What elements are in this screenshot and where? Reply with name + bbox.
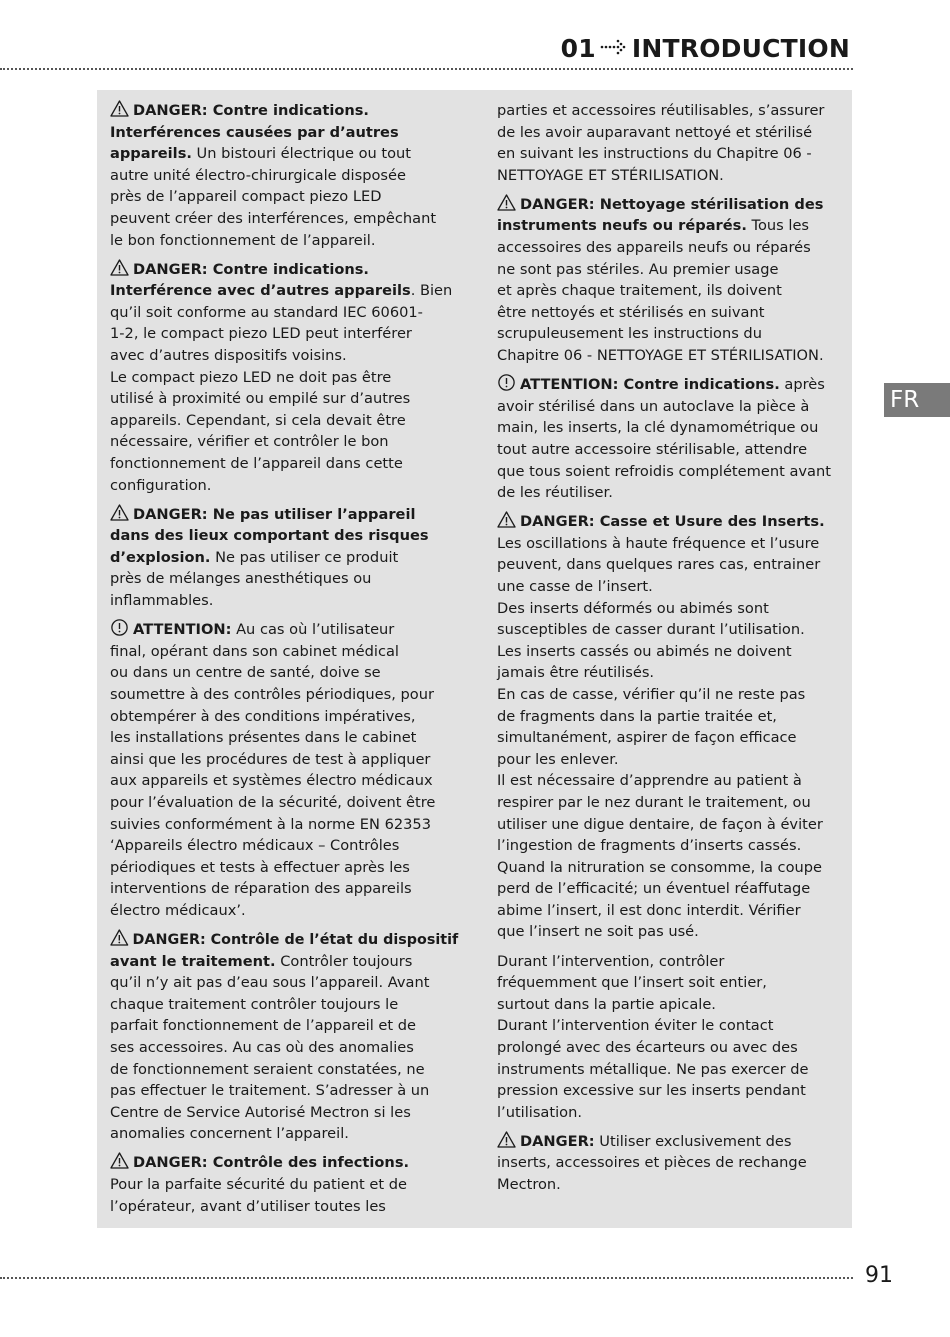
body-text: Contrôler toujours — [275, 952, 413, 970]
text-line — [110, 835, 458, 857]
text-line — [110, 1080, 458, 1102]
text-line — [497, 878, 845, 900]
text-line — [497, 439, 845, 461]
text-line — [110, 814, 458, 836]
text-line — [110, 453, 458, 475]
page-header — [561, 30, 850, 66]
body-text: parfait fonctionnement de l’appareil et de — [110, 1017, 417, 1035]
body-text: ne sont pas stériles. Au premier usage — [497, 260, 779, 278]
text-line — [110, 1037, 458, 1059]
text-line — [110, 410, 458, 432]
text-line — [110, 568, 458, 590]
danger-notice — [497, 194, 845, 367]
text-line — [110, 1059, 458, 1081]
attention-notice — [497, 374, 845, 504]
text-line — [497, 1080, 845, 1102]
text-line — [110, 951, 458, 973]
danger-notice — [110, 259, 458, 497]
text-line — [497, 641, 845, 663]
body-text: ainsi que les procédures de test à appliquer — [110, 750, 431, 768]
danger-notice — [110, 1152, 458, 1217]
text-line — [497, 792, 845, 814]
body-text: accessoires des appareils neufs ou réparés — [497, 239, 811, 257]
text-line — [497, 554, 845, 576]
text-line — [110, 525, 458, 547]
body-text: inflammables. — [110, 592, 214, 610]
text-line — [497, 143, 845, 165]
attention-notice — [110, 619, 458, 921]
text-line — [110, 900, 458, 922]
body-text: parties et accessoires réutilisables, s’assurer — [497, 102, 825, 119]
text-line — [110, 929, 459, 951]
bold-text: avant le traitement. — [110, 952, 276, 970]
warning-triangle-icon — [110, 259, 129, 276]
bold-text: Interférences causées par d’autres — [110, 123, 399, 141]
body-text: utiliser une digue dentaire, de façon à éviter — [497, 815, 823, 833]
text-line — [497, 1152, 845, 1174]
body-text: En cas de casse, vérifier qu’il ne reste pas — [497, 685, 806, 703]
text-line — [110, 431, 458, 453]
text-line — [497, 662, 845, 684]
text-line — [497, 972, 845, 994]
body-text: les installations présentes dans le cabinet — [110, 729, 417, 747]
body-text: le bon fonctionnement de l’appareil. — [110, 231, 376, 249]
body-text: inserts, accessoires et pièces de rechange — [497, 1154, 807, 1172]
exclamation-circle-icon — [497, 374, 516, 391]
body-text: pour les enlever. — [497, 750, 619, 768]
text-line — [497, 576, 845, 598]
body-text: susceptibles de casser durant l’utilisation. — [497, 621, 805, 639]
body-text: pas effectuer le traitement. S’adresser à un — [110, 1082, 430, 1100]
body-text: ou dans un centre de santé, doive se — [110, 664, 381, 682]
body-text: configuration. — [110, 476, 212, 494]
body-text: Au cas où l’utilisateur — [231, 621, 395, 639]
body-text: Centre de Service Autorisé Mectron si les — [110, 1103, 411, 1121]
body-text: instruments métallique. Ne pas exercer de — [497, 1060, 809, 1078]
text-line — [497, 280, 845, 302]
body-text: respirer par le nez durant le traitement, ou — [497, 793, 811, 811]
text-line — [497, 770, 845, 792]
footer-dotted-rule — [0, 1277, 853, 1279]
warning-triangle-icon — [110, 1152, 129, 1169]
body-text: surtout dans la partie apicale. — [497, 995, 716, 1013]
text-line — [497, 165, 845, 187]
bold-text: appareils. — [110, 145, 192, 163]
text-line — [497, 396, 845, 418]
body-text: chaque traitement contrôler toujours le — [110, 995, 399, 1013]
body-text: final, opérant dans son cabinet médical — [110, 642, 399, 660]
text-line — [497, 857, 845, 879]
page-number: 91 — [865, 1263, 893, 1288]
text-line — [497, 951, 845, 973]
text-line — [497, 259, 845, 281]
text-line — [497, 533, 845, 555]
text-line — [110, 122, 458, 144]
text-line — [110, 857, 458, 879]
body-text: avoir stérilisé dans un autoclave la pièce à — [497, 397, 810, 415]
bold-text: DANGER: Ne pas utiliser l’appareil — [133, 505, 416, 523]
body-text: Utiliser exclusivement des — [594, 1132, 792, 1150]
text-line — [497, 1131, 845, 1153]
warning-triangle-icon — [497, 194, 516, 211]
text-line — [497, 461, 845, 483]
body-text: pour l’évaluation de la sécurité, doivent être — [110, 793, 436, 811]
bold-text: ATTENTION: Contre indications. — [520, 376, 780, 394]
body-text: près de mélanges anesthétiques ou — [110, 570, 372, 588]
body-text: Les inserts cassés ou abimés ne doivent — [497, 642, 792, 660]
body-text: peuvent créer des interférences, empêchant — [110, 209, 437, 227]
body-text: 1-2, le compact piezo LED peut interférer — [110, 325, 412, 343]
body-text: avec d’autres dispositifs voisins. — [110, 347, 347, 365]
body-text: NETTOYAGE ET STÉRILISATION. — [497, 166, 724, 184]
body-text: l’opérateur, avant d’utiliser toutes les — [110, 1197, 386, 1215]
body-text: anomalies concernent l’appareil. — [110, 1125, 349, 1143]
text-line — [110, 1196, 458, 1218]
body-text: près de l’appareil compact piezo LED — [110, 188, 382, 206]
body-text: Pour la parfaite sécurité du patient et de — [110, 1176, 407, 1193]
body-text: une casse de l’insert. — [497, 577, 653, 595]
body-text: autre unité électro-chirurgicale disposée — [110, 166, 406, 184]
text-line — [110, 475, 458, 497]
text-line — [110, 259, 458, 281]
chapter-number: 01 — [560, 33, 596, 63]
text-line — [497, 345, 845, 367]
text-line — [110, 323, 458, 345]
text-line — [497, 706, 845, 728]
bold-text: d’explosion. — [110, 548, 211, 566]
text-line — [497, 323, 845, 345]
body-text: être nettoyés et stérilisés en suivant — [497, 303, 765, 321]
text-line — [110, 770, 458, 792]
text-line — [497, 1059, 845, 1081]
body-text: abime l’insert, il est donc interdit. Vérifier — [497, 901, 801, 919]
text-line — [110, 345, 458, 367]
bold-text: Interférence avec d’autres appareils — [110, 282, 411, 300]
body-text: Mectron. — [497, 1176, 561, 1193]
body-text: suivies conformément à la norme EN 62353 — [110, 815, 432, 833]
warning-triangle-icon — [110, 100, 129, 117]
body-text: aux appareils et systèmes électro médicaux — [110, 772, 433, 790]
body-text: qu’il n’y ait pas d’eau sous l’appareil. Avant — [110, 974, 430, 992]
body-text: l’ingestion de fragments d’inserts cassés. — [497, 837, 802, 855]
warning-triangle-icon — [110, 929, 129, 946]
danger-notice — [110, 929, 458, 1145]
body-text: en suivant les instructions du Chapitre 06 - — [497, 145, 812, 163]
body-text: nécessaire, vérifier et contrôler le bon — [110, 433, 389, 451]
text-line — [110, 994, 458, 1016]
body-text: perd de l’efficacité; un éventuel réaffutage — [497, 880, 811, 898]
body-text: utilisé à proximité ou empilé sur d’autres — [110, 390, 411, 408]
header-dotted-rule — [0, 68, 853, 70]
right-column — [497, 100, 845, 1203]
body-text: et après chaque traitement, ils doivent — [497, 282, 782, 300]
body-text: Chapitre 06 - NETTOYAGE ET STÉRILISATION. — [497, 347, 824, 365]
body-text: interventions de réparation des appareils — [110, 880, 412, 898]
text-line — [110, 186, 458, 208]
text-line — [110, 388, 458, 410]
text-line — [110, 727, 458, 749]
body-text: pression excessive sur les inserts pendant — [497, 1082, 806, 1100]
body-text: Tous les — [746, 217, 810, 235]
text-line — [497, 749, 845, 771]
text-line — [110, 165, 458, 187]
danger-notice — [497, 1131, 845, 1196]
bold-text: DANGER: Contrôle de l’état du dispositif — [132, 930, 459, 948]
text-line — [110, 143, 458, 165]
text-line — [497, 1015, 845, 1037]
danger-notice — [110, 100, 458, 251]
text-paragraph — [497, 951, 845, 1124]
text-line — [497, 921, 845, 943]
text-line — [110, 749, 458, 771]
text-line — [497, 835, 845, 857]
body-text: après — [779, 376, 825, 394]
warning-triangle-icon — [110, 504, 129, 521]
text-line — [497, 814, 845, 836]
body-text: jamais être réutilisés. — [497, 664, 655, 682]
body-text: de fonctionnement seraient constatées, ne — [110, 1060, 425, 1078]
text-line — [497, 900, 845, 922]
body-text: périodiques et tests à effectuer après les — [110, 858, 410, 876]
body-text: de les réutiliser. — [497, 484, 613, 502]
text-line — [110, 878, 458, 900]
text-line — [110, 100, 458, 122]
text-line — [110, 590, 458, 612]
body-text: que l’insert ne soit pas usé. — [497, 923, 699, 941]
text-line — [497, 1102, 845, 1124]
body-text: soumettre à des contrôles périodiques, pour — [110, 685, 434, 703]
text-line — [110, 367, 458, 389]
body-text: main, les inserts, la clé dynamométrique ou — [497, 419, 819, 437]
bold-text: instruments neufs ou réparés. — [497, 217, 747, 235]
text-line — [497, 100, 845, 122]
bold-text: DANGER: Nettoyage stérilisation des — [520, 195, 824, 213]
text-line — [110, 504, 458, 526]
text-line — [497, 194, 845, 216]
bold-text: ATTENTION: — [133, 621, 232, 639]
body-text: électro médicaux’. — [110, 901, 246, 919]
danger-notice — [497, 511, 845, 943]
text-line — [497, 302, 845, 324]
text-line — [110, 619, 458, 641]
bold-text: DANGER: Contre indications. — [133, 260, 369, 278]
bold-text: DANGER: Contre indications. — [133, 102, 369, 119]
body-text: qu’il soit conforme au standard IEC 60601- — [110, 303, 423, 321]
body-text: de les avoir auparavant nettoyé et stérilisé — [497, 123, 813, 141]
text-line — [497, 727, 845, 749]
body-text: Durant l’intervention, contrôler — [497, 952, 725, 970]
warning-triangle-icon — [497, 1131, 516, 1148]
text-line — [497, 1174, 845, 1196]
text-line — [110, 641, 458, 663]
warning-triangle-icon — [497, 511, 516, 528]
text-line — [110, 1102, 458, 1124]
text-line — [497, 237, 845, 259]
chapter-title: INTRODUCTION — [631, 33, 850, 63]
text-line — [110, 706, 458, 728]
body-text: peuvent, dans quelques rares cas, entrainer — [497, 556, 821, 574]
text-line — [110, 230, 458, 252]
text-line — [110, 1152, 458, 1174]
exclamation-circle-icon — [110, 619, 129, 636]
body-text: l’utilisation. — [497, 1103, 582, 1121]
text-line — [110, 547, 458, 569]
dotted-arrow-icon — [600, 34, 628, 63]
text-line — [110, 1174, 458, 1196]
body-text: fréquemment que l’insert soit entier, — [497, 974, 767, 992]
body-text: . Bien — [410, 282, 453, 300]
text-line — [497, 482, 845, 504]
text-line — [110, 972, 458, 994]
body-text: simultanément, aspirer de façon efficace — [497, 729, 797, 747]
bold-text: dans des lieux comportant des risques — [110, 527, 429, 545]
body-text: Durant l’intervention éviter le contact — [497, 1017, 774, 1035]
text-line — [497, 994, 845, 1016]
text-line — [110, 684, 458, 706]
body-text: Le compact piezo LED ne doit pas être — [110, 368, 392, 386]
body-text: ‘Appareils électro médicaux – Contrôles — [110, 837, 400, 855]
body-text: fonctionnement de l’appareil dans cette — [110, 455, 403, 472]
text-line — [110, 662, 458, 684]
body-text: ses accessoires. Au cas où des anomalies — [110, 1038, 414, 1056]
body-text: scrupuleusement les instructions du — [497, 325, 762, 343]
text-line — [110, 1015, 458, 1037]
body-text: Les oscillations à haute fréquence et l’usure — [497, 534, 820, 552]
body-text: appareils. Cependant, si cela devait être — [110, 411, 406, 429]
body-text: tout autre accessoire stérilisable, attendre — [497, 440, 808, 458]
text-line — [110, 280, 458, 302]
body-text: Des inserts déformés ou abimés sont — [497, 599, 769, 617]
body-text: prolongé avec des écarteurs ou avec des — [497, 1038, 798, 1056]
text-line — [110, 792, 458, 814]
body-text: Quand la nitruration se consomme, la coupe — [497, 858, 823, 876]
text-line — [110, 208, 458, 230]
text-line — [110, 1123, 458, 1145]
text-line — [497, 374, 845, 396]
text-line — [110, 302, 458, 324]
body-text: de fragments dans la partie traitée et, — [497, 707, 777, 725]
bold-text: DANGER: — [520, 1132, 595, 1150]
text-line — [497, 215, 845, 237]
body-text: Il est nécessaire d’apprendre au patient à — [497, 772, 802, 790]
bold-text: DANGER: Casse et Usure des Inserts. — [520, 513, 825, 531]
text-line — [497, 122, 845, 144]
text-line — [497, 417, 845, 439]
text-line — [497, 619, 845, 641]
body-text: Ne pas utiliser ce produit — [210, 548, 399, 566]
bold-text: DANGER: Contrôle des infections. — [133, 1154, 410, 1172]
text-paragraph — [497, 100, 845, 186]
text-line — [497, 1037, 845, 1059]
danger-notice — [110, 504, 458, 612]
text-line — [497, 511, 845, 533]
body-text: Un bistouri électrique ou tout — [191, 145, 412, 163]
left-column — [110, 100, 458, 1225]
text-line — [497, 684, 845, 706]
body-text: que tous soient refroidis complétement avant — [497, 462, 831, 480]
text-line — [497, 598, 845, 620]
body-text: obtempérer à des conditions impératives, — [110, 707, 416, 725]
language-tab: FR — [884, 383, 950, 417]
